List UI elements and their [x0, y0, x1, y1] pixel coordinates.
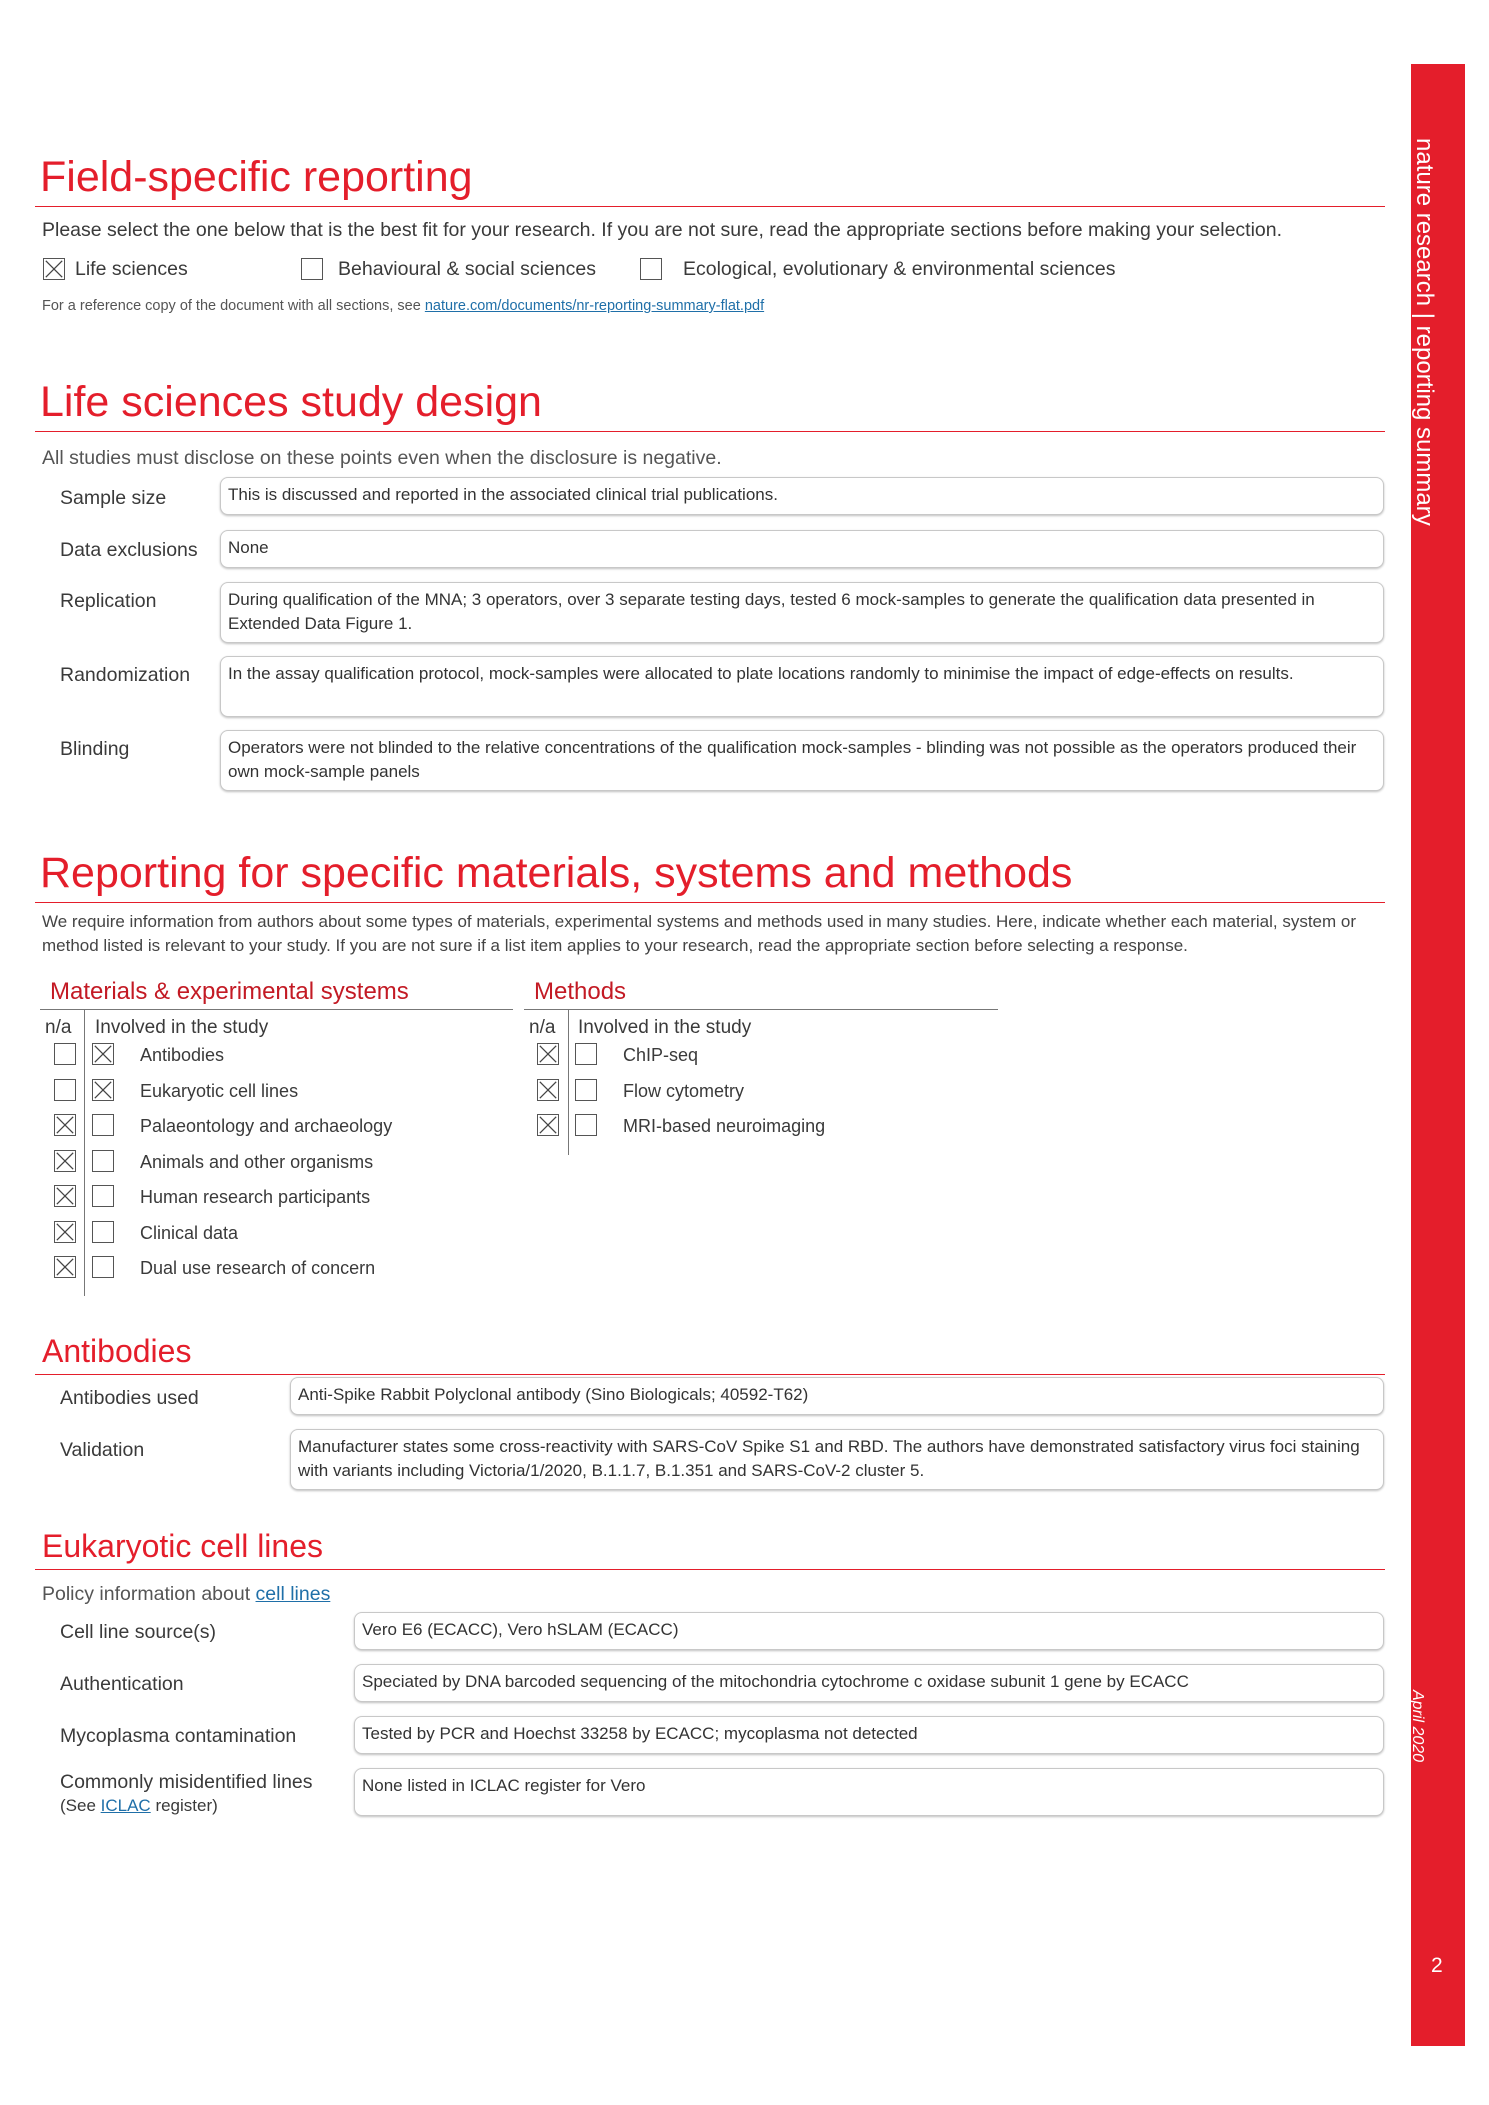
materials-column-divider — [84, 1010, 85, 1296]
materials-intro: We require information from authors about some types of materials, experimental systems and methods used in many studies. Here, indicate whether each material, system or method listed is relevant to your study. If you are not sure if a list item applies to your research, read the appropriate section before selecting a response. — [42, 912, 1357, 955]
iclac-prefix: (See — [60, 1796, 101, 1815]
validation-field[interactable]: Manufacturer states some cross-reactivity with SARS-CoV Spike S1 and RBD. The authors have demonstrated satisfactory virus foci staining with variants including Victoria/1/2020, B.1.1.7, B.1.351 and SARS-CoV-2 cluster 5. — [290, 1429, 1384, 1490]
na-checkbox[interactable] — [537, 1043, 559, 1065]
section-rule — [35, 206, 1385, 207]
na-checkbox[interactable] — [54, 1114, 76, 1136]
randomization-label: Randomization — [60, 664, 191, 686]
checklist-item-label: Flow cytometry — [623, 1080, 745, 1101]
cell-line-source-label: Cell line source(s) — [60, 1621, 217, 1643]
replication-field[interactable]: During qualification of the MNA; 3 operators, over 3 separate testing days, tested 6 mock-samples to generate the qualification data presented in Extended Data Figure 1. — [220, 582, 1384, 643]
section-rule — [35, 431, 1385, 432]
methods-rule — [524, 1009, 998, 1010]
methods-col-involved: Involved in the study — [578, 1017, 752, 1038]
materials-systems-rule — [40, 1009, 513, 1010]
na-checkbox[interactable] — [54, 1221, 76, 1243]
checklist-item-label: MRI-based neuroimaging — [623, 1116, 826, 1136]
checklist-item-label: Antibodies — [140, 1045, 225, 1065]
checklist-item-label: Eukaryotic cell lines — [140, 1080, 299, 1101]
involved-checkbox[interactable] — [92, 1256, 114, 1278]
replication-label: Replication — [60, 590, 157, 612]
section-rule — [35, 902, 1385, 903]
field-specific-title: Field-specific reporting — [40, 153, 473, 201]
sample-size-field[interactable]: This is discussed and reported in the associated clinical trial publications. — [220, 477, 1384, 515]
antibodies-used-label: Antibodies used — [60, 1387, 199, 1409]
materials-col-na: n/a — [45, 1017, 72, 1038]
blinding-field[interactable]: Operators were not blinded to the relative concentrations of the qualification mock-samples - blinding was not possible as the operators produced their own mock-sample panels — [220, 730, 1384, 791]
reference-link[interactable]: nature.com/documents/nr-reporting-summary-flat.pdf — [424, 298, 765, 314]
reference-prefix: For a reference copy of the document with all sections, see — [42, 298, 425, 314]
data-exclusions-field[interactable]: None — [220, 530, 1384, 568]
na-checkbox[interactable] — [54, 1185, 76, 1207]
antibodies-used-field[interactable]: Anti-Spike Rabbit Polyclonal antibody (Sino Biologicals; 40592-T62) — [290, 1377, 1384, 1415]
section-rule — [35, 1374, 1385, 1375]
reference-note — [42, 298, 764, 314]
checklist-item-label: Dual use research of concern — [140, 1258, 376, 1278]
materials-systems-heading: Materials & experimental systems — [50, 978, 409, 1005]
methods-column-divider — [568, 1010, 569, 1155]
involved-checkbox[interactable] — [575, 1043, 597, 1065]
checklist-item-label: Animals and other organisms — [140, 1151, 374, 1172]
involved-checkbox[interactable] — [92, 1185, 114, 1207]
cell-line-source-field[interactable]: Vero E6 (ECACC), Vero hSLAM (ECACC) — [354, 1612, 1384, 1650]
field-specific-instruction: Please select the one below that is the best fit for your research. If you are not sure, read the appropriate sections before making your selection. — [42, 219, 1283, 241]
na-checkbox[interactable] — [54, 1079, 76, 1101]
authentication-label: Authentication — [60, 1673, 184, 1695]
page-number: 2 — [1431, 1954, 1443, 1977]
involved-checkbox[interactable] — [575, 1079, 597, 1101]
involved-checkbox[interactable] — [92, 1079, 114, 1101]
mycoplasma-field[interactable]: Tested by PCR and Hoechst 33258 by ECACC; mycoplasma not detected — [354, 1716, 1384, 1754]
sample-size-label: Sample size — [60, 487, 167, 509]
methods-col-na: n/a — [529, 1017, 556, 1038]
sidebar-running-title: nature research | reporting summary — [1411, 138, 1438, 526]
policy-prefix: Policy information about — [42, 1583, 256, 1605]
na-checkbox[interactable] — [537, 1114, 559, 1136]
section-rule — [35, 1569, 1385, 1570]
na-checkbox[interactable] — [54, 1256, 76, 1278]
ecological-checkbox[interactable] — [640, 258, 662, 280]
authentication-field[interactable]: Speciated by DNA barcoded sequencing of the mitochondria cytochrome c oxidase subunit 1 gene by ECACC — [354, 1664, 1384, 1702]
sidebar-date: April 2020 — [1409, 1690, 1426, 1763]
iclac-link[interactable]: ICLAC — [100, 1796, 151, 1815]
materials-col-involved: Involved in the study — [95, 1017, 269, 1038]
cell-lines-title: Eukaryotic cell lines — [42, 1528, 323, 1564]
randomization-field[interactable]: In the assay qualification protocol, mock-samples were allocated to plate locations randomly to minimise the impact of edge-effects on results. — [220, 656, 1384, 717]
data-exclusions-label: Data exclusions — [60, 539, 198, 561]
involved-checkbox[interactable] — [92, 1043, 114, 1065]
materials-title: Reporting for specific materials, systems and methods — [40, 849, 1073, 897]
checklist-item-label: ChIP-seq — [623, 1045, 699, 1065]
na-checkbox[interactable] — [537, 1079, 559, 1101]
involved-checkbox[interactable] — [92, 1221, 114, 1243]
life-sciences-label: Life sciences — [75, 258, 188, 280]
validation-label: Validation — [60, 1439, 145, 1461]
mycoplasma-label: Mycoplasma contamination — [60, 1725, 297, 1747]
na-checkbox[interactable] — [54, 1150, 76, 1172]
antibodies-title: Antibodies — [42, 1333, 192, 1369]
cell-lines-policy-link[interactable]: cell lines — [255, 1583, 331, 1605]
behavioural-checkbox[interactable] — [301, 258, 323, 280]
iclac-suffix: register) — [150, 1796, 218, 1815]
misidentified-field[interactable]: None listed in ICLAC register for Vero — [354, 1768, 1384, 1816]
na-checkbox[interactable] — [54, 1043, 76, 1065]
checklist-item-label: Human research participants — [140, 1187, 371, 1207]
ecological-label: Ecological, evolutionary & environmental sciences — [683, 258, 1116, 280]
cell-lines-policy — [42, 1582, 330, 1607]
blinding-label: Blinding — [60, 738, 130, 760]
study-design-title: Life sciences study design — [40, 378, 542, 426]
behavioural-label: Behavioural & social sciences — [338, 258, 596, 280]
checklist-item-label: Clinical data — [140, 1222, 239, 1243]
involved-checkbox[interactable] — [575, 1114, 597, 1136]
involved-checkbox[interactable] — [92, 1150, 114, 1172]
misidentified-label: Commonly misidentified lines — [60, 1771, 313, 1793]
involved-checkbox[interactable] — [92, 1114, 114, 1136]
methods-heading: Methods — [534, 978, 627, 1005]
life-sciences-checkbox[interactable] — [43, 258, 65, 280]
checklist-item-label: Palaeontology and archaeology — [140, 1116, 393, 1136]
iclac-note — [60, 1796, 218, 1816]
study-design-intro: All studies must disclose on these points even when the disclosure is negative. — [42, 447, 722, 469]
